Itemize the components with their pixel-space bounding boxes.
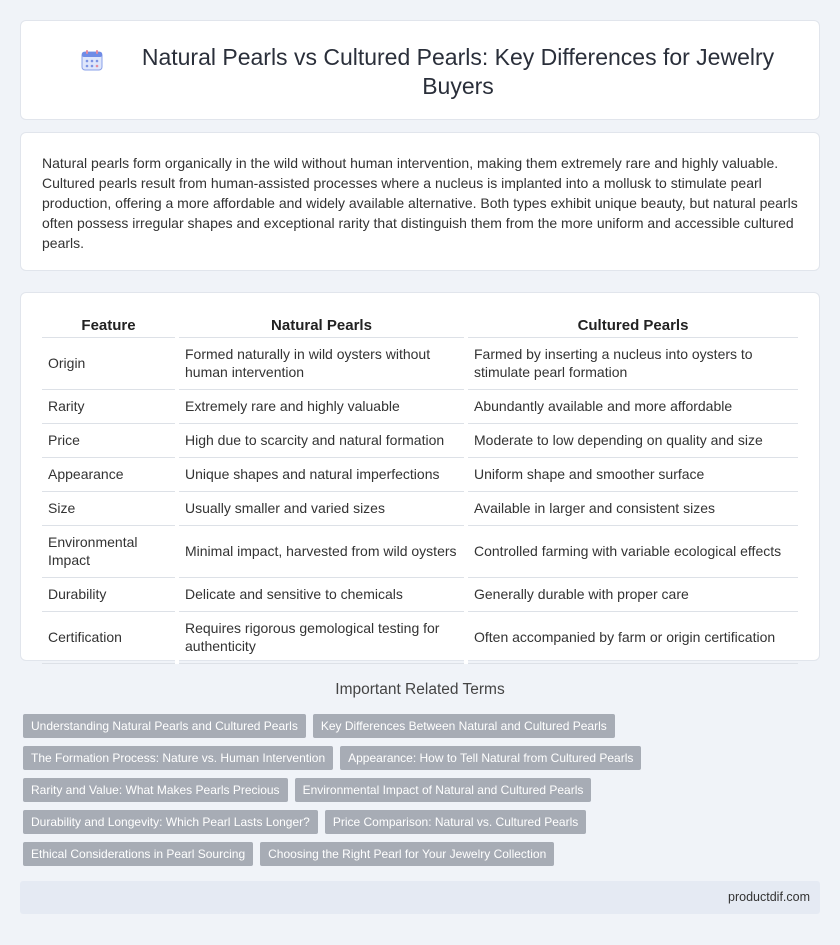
related-term-tag[interactable]: Key Differences Between Natural and Cultured Pearls	[313, 714, 615, 738]
cultured-cell: Moderate to low depending on quality and size	[466, 423, 798, 457]
feature-cell: Price	[42, 423, 177, 457]
feature-cell: Origin	[42, 337, 177, 389]
related-term-tag[interactable]: The Formation Process: Nature vs. Human Intervention	[23, 746, 333, 770]
calendar-icon	[81, 49, 103, 71]
cultured-cell: Controlled farming with variable ecological effects	[466, 525, 798, 577]
related-term-tag[interactable]: Appearance: How to Tell Natural from Cultured Pearls	[340, 746, 641, 770]
natural-cell: Minimal impact, harvested from wild oysters	[177, 525, 466, 577]
intro-card	[20, 132, 820, 271]
feature-cell: Rarity	[42, 389, 177, 423]
cultured-cell: Generally durable with proper care	[466, 577, 798, 611]
table-row	[42, 611, 798, 663]
table-body	[42, 337, 798, 663]
table-row	[42, 577, 798, 611]
feature-cell: Size	[42, 491, 177, 525]
comparison-table	[42, 315, 798, 664]
cultured-cell: Often accompanied by farm or origin certification	[466, 611, 798, 663]
related-term-tag[interactable]: Durability and Longevity: Which Pearl Lasts Longer?	[23, 810, 318, 834]
related-term-tag[interactable]: Rarity and Value: What Makes Pearls Precious	[23, 778, 288, 802]
header-card	[20, 20, 820, 120]
related-term-tag[interactable]: Understanding Natural Pearls and Cultured Pearls	[23, 714, 306, 738]
natural-cell: Unique shapes and natural imperfections	[177, 457, 466, 491]
table-row	[42, 337, 798, 389]
table-row	[42, 457, 798, 491]
cultured-cell: Farmed by inserting a nucleus into oysters to stimulate pearl formation	[466, 337, 798, 389]
table-row	[42, 389, 798, 423]
header	[81, 43, 789, 101]
footer-site[interactable]: productdif.com	[728, 890, 810, 904]
intro-paragraph: Natural pearls form organically in the wild without human intervention, making them extremely rare and highly valuable. Cultured pearls result from human-assisted processes where a nucleus is implanted into a mollusk to stimulate pearl production, offering a more affordable and widely available alternative. Both types exhibit unique beauty, but natural pearls often possess irregular shapes and exceptional rarity that distinguish them from the more uniform and accessible cultured pearls.	[42, 155, 798, 251]
natural-cell: Formed naturally in wild oysters without human intervention	[177, 337, 466, 389]
natural-cell: Usually smaller and varied sizes	[177, 491, 466, 525]
cultured-cell: Abundantly available and more affordable	[466, 389, 798, 423]
natural-cell: High due to scarcity and natural formation	[177, 423, 466, 457]
related-term-tag[interactable]: Ethical Considerations in Pearl Sourcing	[23, 842, 253, 866]
cultured-cell: Uniform shape and smoother surface	[466, 457, 798, 491]
natural-cell: Requires rigorous gemological testing for authenticity	[177, 611, 466, 663]
feature-cell: Certification	[42, 611, 177, 663]
page-title: Natural Pearls vs Cultured Pearls: Key Differences for Jewelry Buyers	[141, 44, 775, 99]
related-term-tag[interactable]: Choosing the Right Pearl for Your Jewelry Collection	[260, 842, 554, 866]
header-natural: Natural Pearls	[177, 315, 466, 337]
feature-cell: Environmental Impact	[42, 525, 177, 577]
feature-cell: Appearance	[42, 457, 177, 491]
table-row	[42, 525, 798, 577]
footer	[20, 881, 820, 914]
related-term-tag[interactable]: Price Comparison: Natural vs. Cultured Pearls	[325, 810, 586, 834]
feature-cell: Durability	[42, 577, 177, 611]
natural-cell: Delicate and sensitive to chemicals	[177, 577, 466, 611]
table-row	[42, 423, 798, 457]
related-term-tag[interactable]: Environmental Impact of Natural and Cultured Pearls	[295, 778, 592, 802]
cultured-cell: Available in larger and consistent sizes	[466, 491, 798, 525]
natural-cell: Extremely rare and highly valuable	[177, 389, 466, 423]
table-row	[42, 491, 798, 525]
header-cultured: Cultured Pearls	[466, 315, 798, 337]
comparison-card	[20, 292, 820, 661]
related-terms-title: Important Related Terms	[335, 681, 505, 698]
related-terms-list	[23, 714, 823, 866]
header-feature: Feature	[42, 315, 177, 337]
table-header-row	[42, 315, 798, 337]
